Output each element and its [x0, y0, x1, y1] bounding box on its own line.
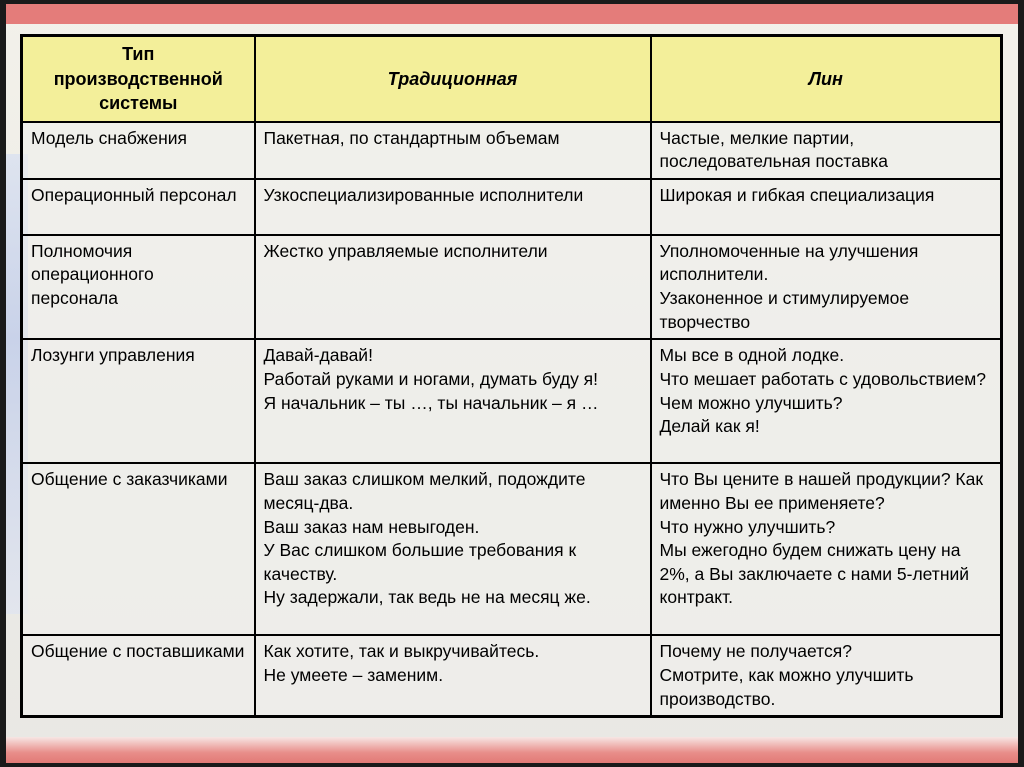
- comparison-table: [20, 34, 1003, 718]
- traditional-line: Ну задержали, так ведь не на месяц же.: [263, 587, 591, 608]
- header-type: Тип производственной системы: [22, 36, 255, 122]
- traditional-line: Не умеете – заменим.: [263, 664, 444, 685]
- row-category: Общение с поставшиками: [22, 635, 255, 716]
- row-category: Операционный персонал: [22, 179, 255, 235]
- traditional-line: Ваш заказ слишком мелкий, подождите месяц-два.: [263, 469, 586, 513]
- row-lean: [651, 463, 1002, 635]
- row-traditional: [255, 635, 651, 716]
- lean-line: Смотрите, как можно улучшить производство.: [659, 664, 914, 709]
- lean-line: Что нужно улучшить?: [659, 516, 836, 537]
- row-traditional: [255, 235, 651, 340]
- lean-line: Узаконенное и стимулируемое творчество: [659, 288, 910, 332]
- table-row: [22, 635, 1002, 716]
- header-row: [22, 36, 1002, 122]
- traditional-line: У Вас слишком большие требования к качеству.: [263, 540, 577, 584]
- row-category: Модель снабжения: [22, 122, 255, 179]
- row-category: Лозунги управления: [22, 339, 255, 463]
- lean-line: Широкая и гибкая специализация: [659, 184, 935, 205]
- row-lean: [651, 179, 1002, 235]
- lean-line: Чем можно улучшить?: [659, 392, 843, 413]
- traditional-line: Узкоспециализированные исполнители: [263, 184, 584, 205]
- traditional-line: Пакетная, по стандартным объемам: [263, 127, 560, 148]
- lean-line: Мы все в одной лодке.: [659, 345, 845, 366]
- lean-line: Что Вы цените в нашей продукции? Как именно Вы ее применяете?: [659, 469, 983, 513]
- row-lean: [651, 235, 1002, 340]
- row-category: Полномочия операционного персонала: [22, 235, 255, 340]
- traditional-line: Я начальник – ты …, ты начальник – я …: [263, 392, 599, 413]
- lean-line: Уполномоченные на улучшения исполнители.: [659, 240, 919, 285]
- traditional-line: Жестко управляемые исполнители: [263, 240, 548, 261]
- table-row: [22, 179, 1002, 235]
- header-lean: Лин: [651, 36, 1002, 122]
- table-row: [22, 122, 1002, 179]
- table-row: [22, 235, 1002, 340]
- row-traditional: [255, 179, 651, 235]
- row-lean: [651, 635, 1002, 716]
- row-traditional: [255, 339, 651, 463]
- traditional-line: Как хотите, так и выкручивайтесь.: [263, 641, 540, 662]
- table-row: [22, 463, 1002, 635]
- traditional-line: Давай-давай!: [263, 345, 373, 366]
- traditional-line: Ваш заказ нам невыгоден.: [263, 516, 480, 537]
- traditional-line: Работай руками и ногами, думать буду я!: [263, 368, 599, 389]
- bottom-band: [6, 737, 1018, 763]
- row-lean: [651, 339, 1002, 463]
- row-lean: [651, 122, 1002, 179]
- lean-line: Почему не получается?: [659, 641, 852, 662]
- lean-line: Частые, мелкие партии, последовательная поставка: [659, 127, 889, 172]
- row-traditional: [255, 122, 651, 179]
- lean-line: Мы ежегодно будем снижать цену на 2%, а Вы заключаете с нами 5-летний контракт.: [659, 540, 970, 608]
- top-band: [6, 4, 1018, 24]
- lean-line: Что мешает работать с удовольствием?: [659, 368, 986, 389]
- lean-line: Делай как я!: [659, 416, 760, 437]
- row-category: Общение с заказчиками: [22, 463, 255, 635]
- row-traditional: [255, 463, 651, 635]
- table-row: [22, 339, 1002, 463]
- header-traditional: Традиционная: [255, 36, 651, 122]
